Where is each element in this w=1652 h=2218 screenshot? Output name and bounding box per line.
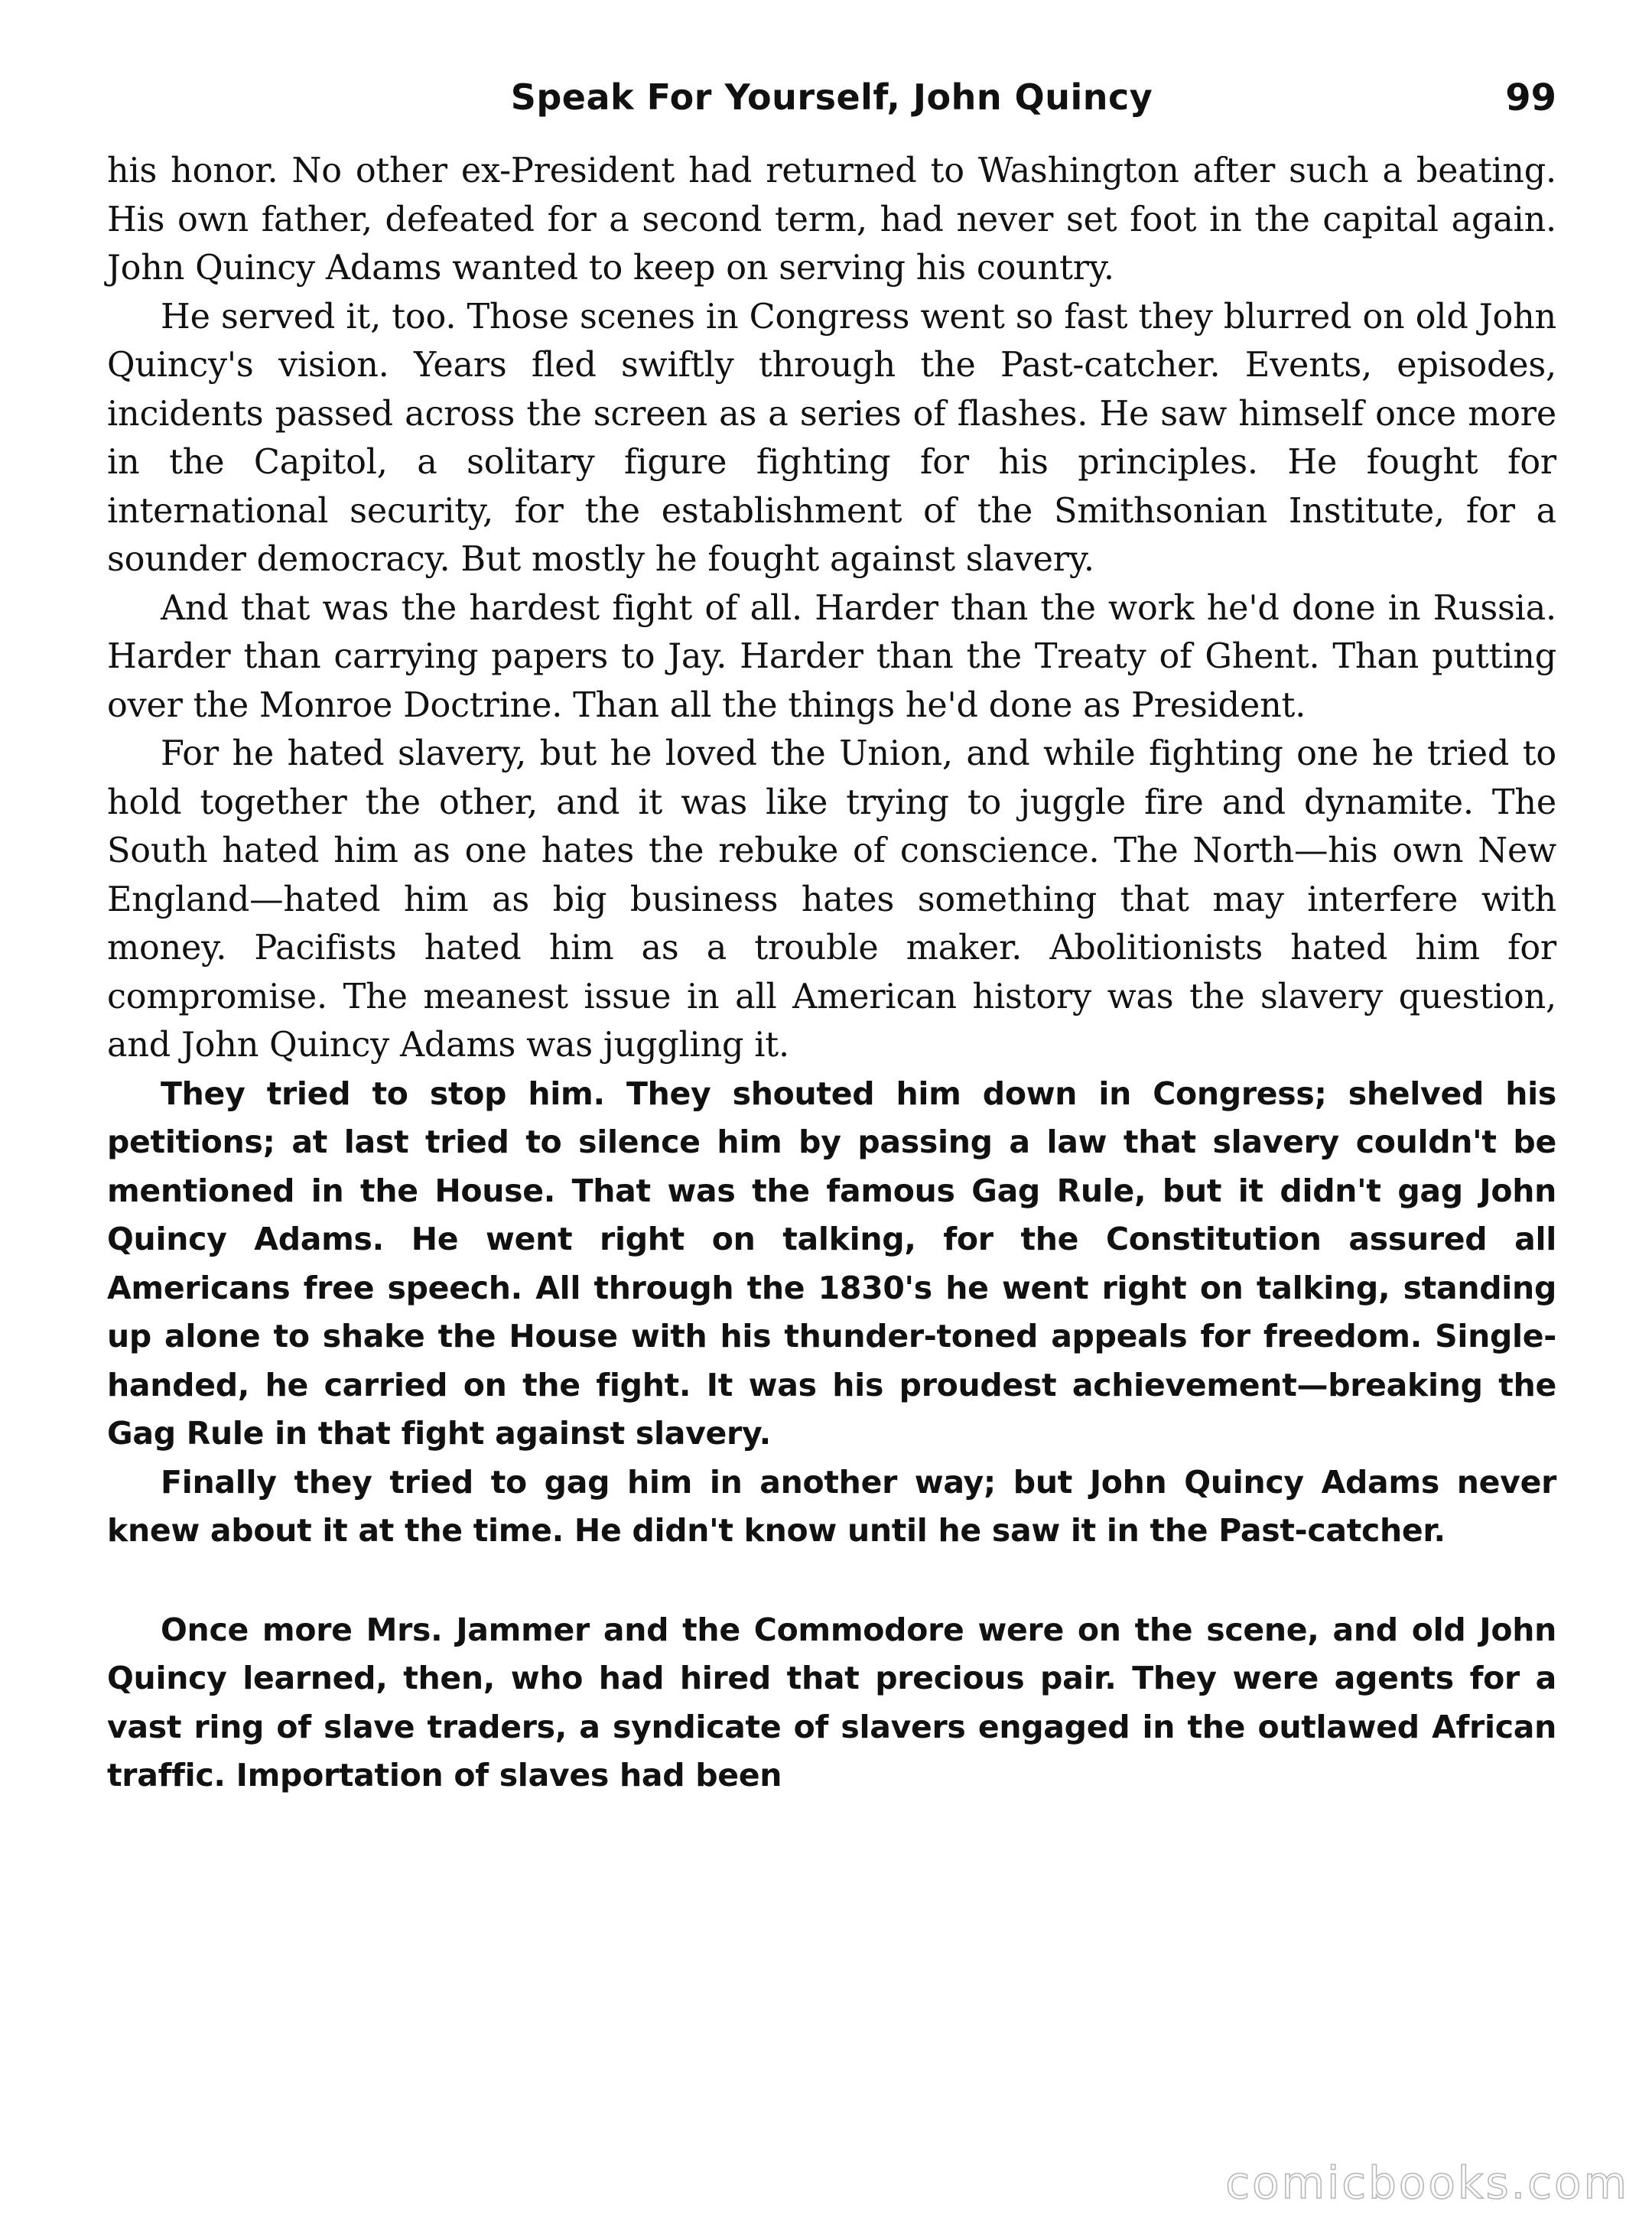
paragraph-1: his honor. No other ex-President had returned to Washington after such a beating. His own father, defeated for a second term, had never set foot in the capital again. John Quincy Adams wanted to keep on serving his country.: [107, 151, 1556, 288]
running-title: Speak For Yourself, John Quincy: [510, 76, 1153, 118]
paragraph-2: He served it, too. Those scenes in Congress went so fast they blurred on old John Quincy's vision. Years fled swiftly through the Past-catcher. Events, episodes, incidents passed across the screen as a series of flashes. He saw himself once more in the Capitol, a solitary figure fighting for his principles. He fought for international security, for the establishment of the Smithsonian Institute, for a sounder democracy. But mostly he fought against slavery.: [107, 297, 1556, 579]
page-header: [107, 76, 1556, 138]
paragraph-7: Once more Mrs. Jammer and the Commodore were on the scene, and old John Quincy learned, then, who had hired that precious pair. They were agents for a vast ring of slave traders, a syndicate of slavers engaged in the outlawed African traffic. Importation of slaves had been: [107, 1611, 1556, 1794]
body-text: [107, 147, 1556, 1800]
paragraph-5: They tried to stop him. They shouted him down in Congress; shelved his petitions; at last tried to silence him by passing a law that slavery couldn't be mentioned in the House. That was the famous Gag Rule, but it didn't gag John Quincy Adams. He went right on talking, for the Constitution assured all Americans free speech. All through the 1830's he went right on talking, standing up alone to shake the House with his thunder-toned appeals for freedom. Single-handed, he carried on the fight. It was his proudest achievement—breaking the Gag Rule in that fight against slavery.: [107, 1075, 1556, 1452]
paragraph-3: And that was the hardest fight of all. Harder than the work he'd done in Russia. Harder than carrying papers to Jay. Harder than the Treaty of Ghent. Than putting over the Monroe Doctrine. Than all the things he'd done as President.: [107, 588, 1556, 725]
page-number: 99: [1505, 76, 1556, 119]
paragraph-6: Finally they tried to gag him in another way; but John Quincy Adams never knew about it at the time. He didn't know until he saw it in the Past-catcher.: [107, 1463, 1556, 1549]
paragraph-4: For he hated slavery, but he loved the Union, and while fighting one he tried to hold together the other, and it was like trying to juggle fire and dynamite. The South hated him as one hates the rebuke of conscience. The North—his own New England—hated him as big business hates something that may interfere with money. Pacifists hated him as a trouble maker. Abolitionists hated him for compromise. The meanest issue in all American history was the slavery question, and John Quincy Adams was juggling it.: [107, 734, 1556, 1065]
watermark: comicbooks.com: [1225, 2157, 1629, 2209]
